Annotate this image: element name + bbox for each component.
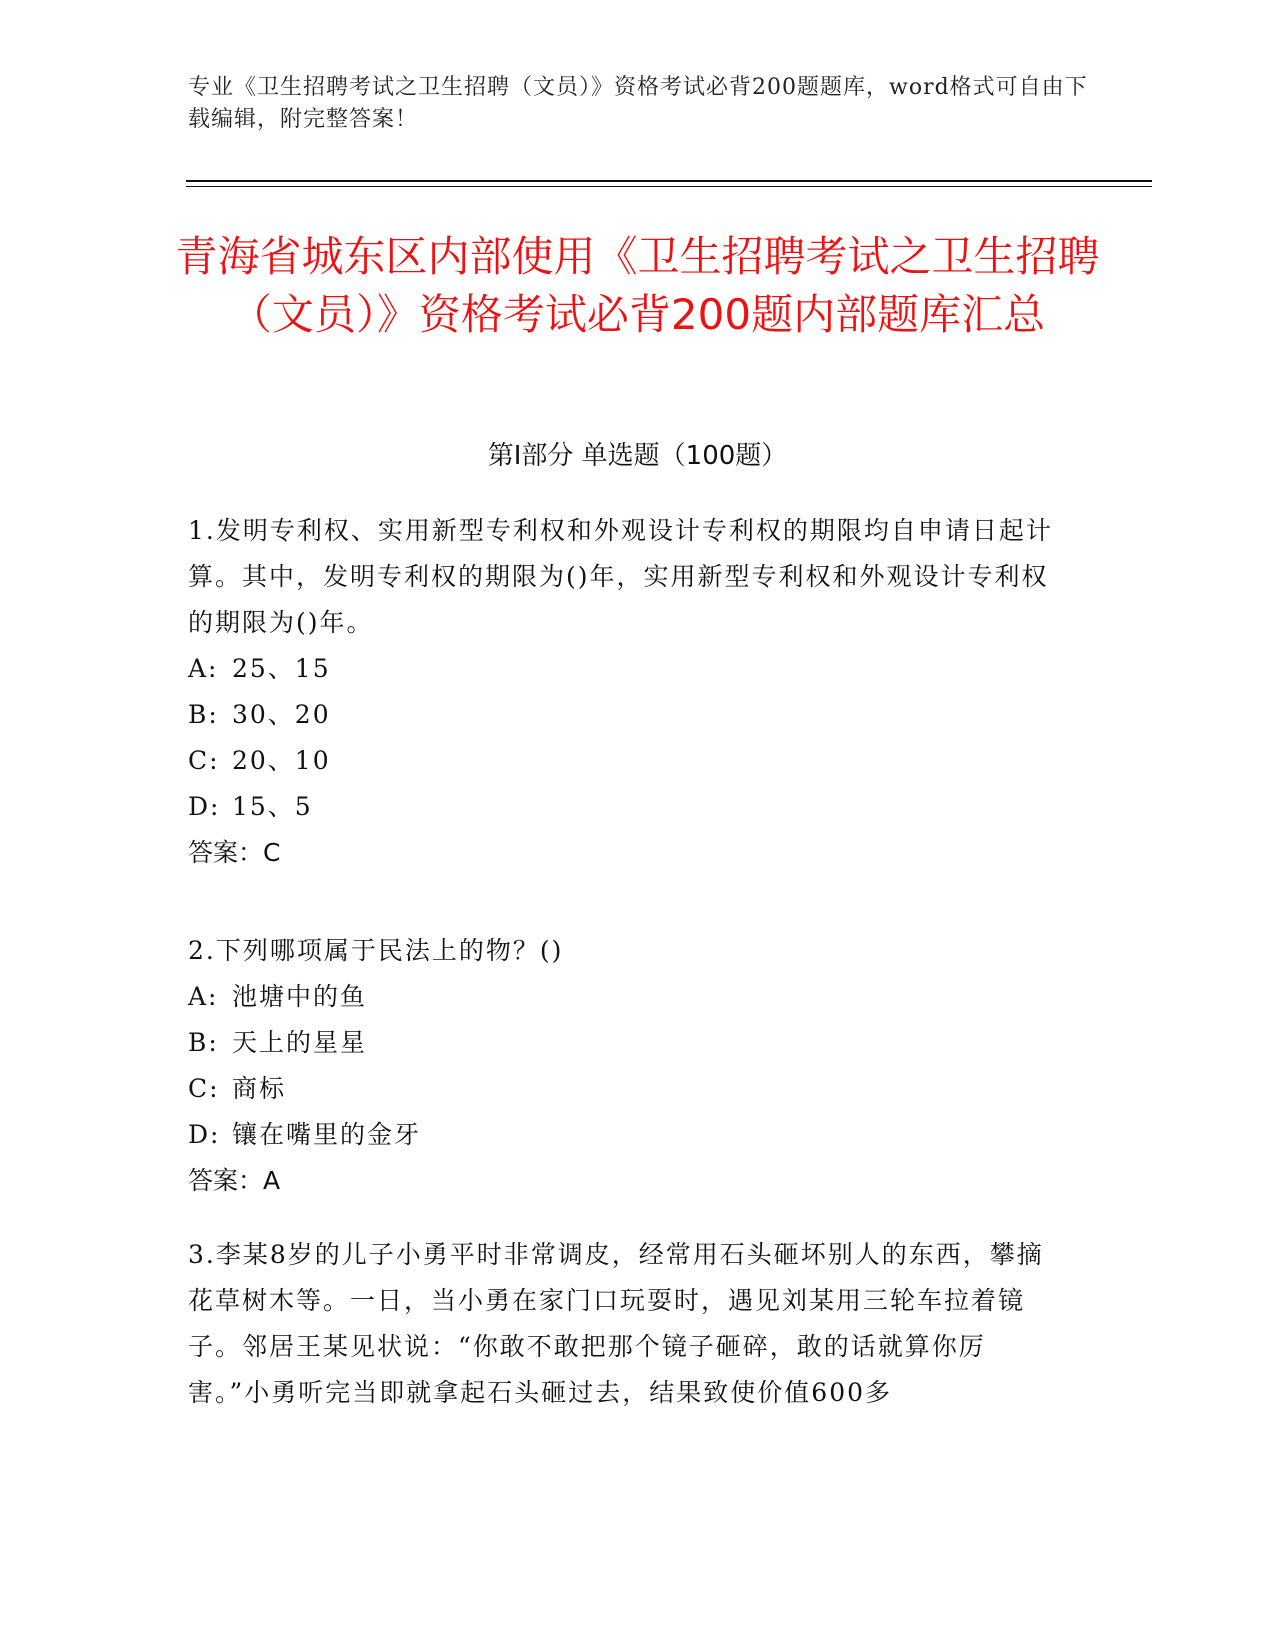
option-text: 商标 (232, 1074, 287, 1103)
option-letter: A: (188, 654, 219, 683)
option-letter: C: (188, 746, 220, 775)
option-c (188, 1066, 1068, 1112)
question-1 (188, 508, 1068, 876)
option-d (188, 784, 1068, 830)
document-title: 青海省城东区内部使用《卫生招聘考试之卫生招聘（文员）》资格考试必背200题内部题库汇总 (175, 232, 1100, 339)
option-text: 15、5 (232, 792, 313, 821)
header-note: 专业《卫生招聘考试之卫生招聘（文员）》资格考试必背200题题库，word格式可自由下载编辑，附完整答案！ (188, 75, 1088, 132)
header-rule-thick (186, 180, 1152, 182)
option-letter: D: (188, 792, 221, 821)
option-text: 镶在嘴里的金牙 (232, 1120, 422, 1149)
option-c (188, 738, 1068, 784)
header-rule-thin (186, 186, 1152, 187)
question-stem: 3.李某8岁的儿子小勇平时非常调皮，经常用石头砸坏别人的东西，攀摘花草树木等。一日，当小勇在家门口玩耍时，遇见刘某用三轮车拉着镜子。邻居王某见状说：“你敢不敢把那个镜子砸碎，敢的话就算你厉害。”小勇听完当即就拿起石头砸过去，结果致使价值600多 (188, 1240, 1044, 1407)
option-letter: A: (188, 982, 219, 1011)
option-a (188, 646, 1068, 692)
option-letter: D: (188, 1120, 221, 1149)
option-letter: B: (188, 1028, 219, 1057)
option-letter: B: (188, 700, 219, 729)
option-b (188, 692, 1068, 738)
question-2 (188, 928, 1068, 1204)
option-d (188, 1112, 1068, 1158)
question-stem: 2.下列哪项属于民法上的物？() (188, 936, 564, 965)
option-text: 25、15 (232, 654, 331, 683)
option-text: 天上的星星 (232, 1028, 368, 1057)
option-b (188, 1020, 1068, 1066)
option-letter: C: (188, 1074, 220, 1103)
option-text: 30、20 (232, 700, 331, 729)
answer: 答案：C (188, 838, 281, 867)
question-stem: 1.发明专利权、实用新型专利权和外观设计专利权的期限均自申请日起计算。其中，发明专利权的期限为()年，实用新型专利权和外观设计专利权的期限为()年。 (188, 516, 1053, 637)
option-text: 池塘中的鱼 (232, 982, 368, 1011)
option-a (188, 974, 1068, 1020)
section-title: 第Ⅰ部分 单选题（100题） (487, 441, 788, 471)
option-text: 20、10 (232, 746, 331, 775)
question-3 (188, 1232, 1068, 1416)
answer: 答案：A (188, 1166, 281, 1195)
